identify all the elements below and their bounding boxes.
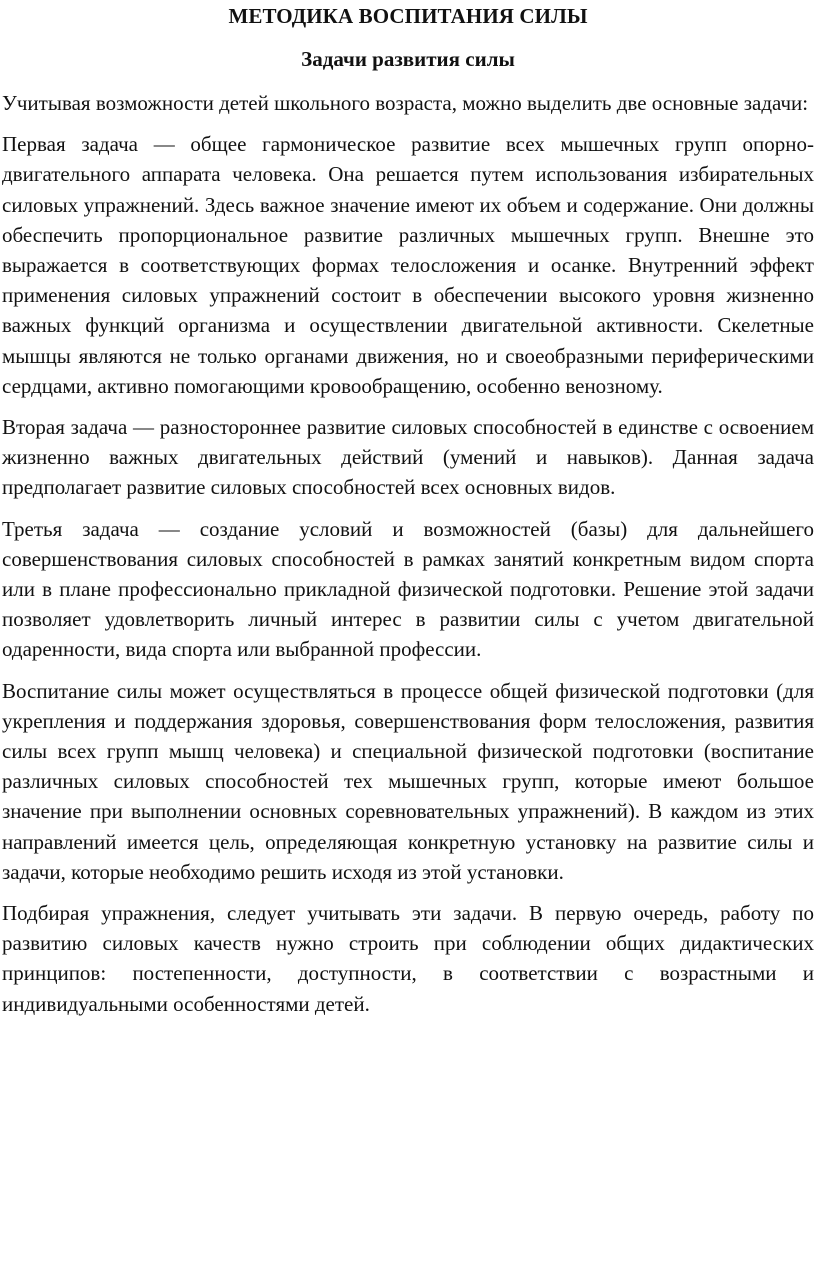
paragraph-third-task: Третья задача — создание условий и возможностей (базы) для дальнейшего совершенствования силовых способностей в рамках занятий конкретным видом спорта или в плане профессионально прикладной физической подготовки. Решение этой задачи позволяет удовлетворить личный интерес в развитии силы с учетом двигательной одаренности, вида спорта или выбранной профессии. bbox=[2, 516, 814, 662]
paragraph-first-task: Первая задача — общее гармоническое развитие всех мышечных групп опорно-двигательного аппарата человека. Она решается путем использования избирательных силовых упражнений. Здесь важное значение имеют их объем и содержание. Они должны обеспечить пропорциональное развитие различных мышечных групп. Внешне это выражается в соответствующих формах телосложения и осанке. Внутренний эффект применения силовых упражнений состоит в обеспечении высокого уровня жизненно важных функций организма и осуществлении двигательной активности. Скелетные мышцы являются не только органами движения, но и своеобразными периферическими сердцами, активно помогающими кровообращению, особенно венозному. bbox=[2, 132, 814, 398]
document-title: МЕТОДИКА ВОСПИТАНИЯ СИЛЫ bbox=[228, 4, 588, 28]
paragraph-strength-training: Воспитание силы может осуществляться в процессе общей физической подготовки (для укрепления и поддержания здоровья, совершенствования форм телосложения, развития силы всех групп мышц человека) и специальной физической подготовки (воспитание различных силовых способностей тех мышечных групп, которые имеют большое значение при выполнении основных соревновательных упражнений). В каждом из этих направлений имеется цель, определяющая конкретную установку на развитие силы и задачи, которые необходимо решить исходя из этой установки. bbox=[2, 678, 814, 884]
paragraph-intro: Учитывая возможности детей школьного возраста, можно выделить две основные задачи: bbox=[2, 91, 809, 115]
paragraph-exercise-selection: Подбирая упражнения, следует учитывать эти задачи. В первую очередь, работу по развитию силовых качеств нужно строить при соблюдении общих дидактических принципов: постепенности, доступности, в соответствии с возрастными и индивидуальными особенностями детей. bbox=[2, 901, 814, 1016]
section-subtitle: Задачи развития силы bbox=[301, 47, 515, 71]
body-text bbox=[2, 88, 814, 1030]
paragraph-second-task: Вторая задача — разностороннее развитие силовых способностей в единстве с освоением жизненно важных двигательных действий (умений и навыков). Данная задача предполагает развитие силовых способностей всех основных видов. bbox=[2, 415, 814, 500]
